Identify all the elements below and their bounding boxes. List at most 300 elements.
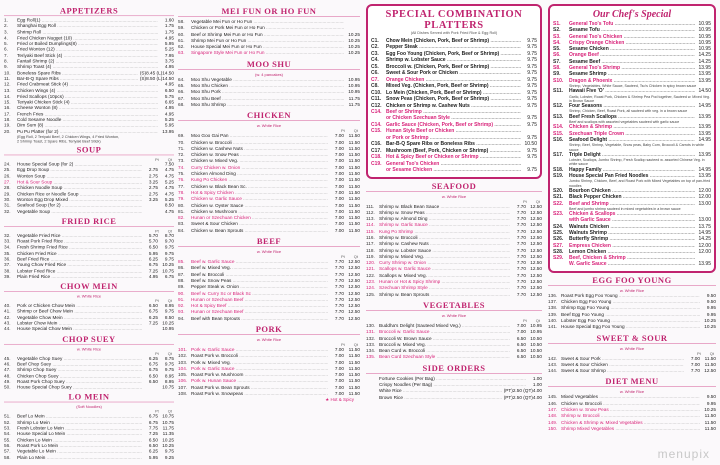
item-number: C14. xyxy=(371,121,382,128)
qt-label: Qt xyxy=(353,128,358,134)
item-price-quart: 8.95 xyxy=(164,303,174,308)
item-price-pint: 7.00 xyxy=(334,359,344,365)
item-number: 32. xyxy=(4,208,11,214)
item-name: Pork w. Garlic Sauce ..... xyxy=(191,347,328,353)
item-price: 10.25 xyxy=(348,31,360,37)
item-number: 36. xyxy=(4,256,11,262)
item-number: C7. xyxy=(371,76,379,83)
qt-label: Qt xyxy=(535,317,540,323)
item-name: Vegetable Lo Mein ..... xyxy=(17,449,142,455)
item-name: Sweet & Sour Chicken ..... xyxy=(561,362,684,368)
item-name: Triple Delight ..... xyxy=(569,152,695,158)
item-price-quart: 12.50 xyxy=(348,296,360,302)
sweet-sour-subtitle: w. White Rice xyxy=(619,345,645,351)
item-name: Hawaii Five 'O' ..... xyxy=(569,88,695,94)
item-price: 4.95 xyxy=(164,64,174,70)
item-number: 18. xyxy=(4,117,11,123)
item-price-pint: 7.70 xyxy=(516,260,526,266)
item-number: 17. xyxy=(4,111,11,117)
item-price-pint: 6.50 xyxy=(148,373,158,378)
item-name: Sweet & Sour Shrimp ..... xyxy=(561,368,684,374)
item-number: C14. xyxy=(371,108,382,115)
item-name: Beef w. Mixed Veg. ..... xyxy=(191,265,328,271)
pt-label: Pt xyxy=(696,350,701,356)
item-price-pint: 7.70 xyxy=(334,277,344,283)
item-name: Beef w. Broccoli ..... xyxy=(191,272,328,278)
item-number: 63. xyxy=(178,50,185,56)
item-number: 140. xyxy=(548,317,558,323)
item-price-pint: 7.70 xyxy=(516,209,526,215)
item-number: 124. xyxy=(366,285,376,291)
item-number: 14. xyxy=(4,93,11,99)
item-price-pint: 7.70 xyxy=(516,241,526,247)
item-name: Moo Goo Gai Pan ..... xyxy=(191,133,328,139)
item-number: 121. xyxy=(366,266,376,272)
lo-mein-subtitle: (Soft Noodles) xyxy=(76,404,102,410)
item-number: 108. xyxy=(178,391,188,397)
item-price: 9.50 xyxy=(706,394,716,400)
item-price-quart: 12.50 xyxy=(530,285,542,291)
item-name: Beef w. Snow Peas ..... xyxy=(191,278,328,284)
item-number: 27. xyxy=(4,179,11,185)
item-number: C11. xyxy=(371,96,382,103)
item-number: S3. xyxy=(553,33,561,40)
item-name: Shrimp Egg Foo Young ..... xyxy=(561,305,700,311)
item-number: 111. xyxy=(366,203,375,209)
item-name: Roast Pork w. Broccoli ..... xyxy=(191,353,328,359)
item-name: Chicken w. Mixed Veg. ..... xyxy=(191,158,328,164)
item-number: 3. xyxy=(4,29,8,35)
item-price-pint: 7.00 xyxy=(334,183,344,189)
item-number xyxy=(371,167,386,173)
item-number: 51. xyxy=(4,414,11,419)
item-price: 5.95 xyxy=(164,41,174,46)
item-price: 10.95 xyxy=(698,39,711,46)
item-number: 74. xyxy=(178,164,185,170)
item-number: 45. xyxy=(4,355,11,361)
item-price-quart: 11.50 xyxy=(348,365,360,371)
lo-mein-list xyxy=(4,414,174,461)
item-number: 55. xyxy=(4,437,11,443)
item-price-quart: 6.75 xyxy=(164,274,174,279)
item-name: or Chicken Szechuan Style ..... xyxy=(386,115,521,121)
item-number: 112. xyxy=(366,209,375,215)
item-price-quart: 11.50 xyxy=(704,355,716,361)
item-number: 76. xyxy=(178,177,185,183)
item-name: Curry Chicken w. Onion ..... xyxy=(191,165,328,171)
item-price: 14.50 xyxy=(698,88,711,95)
item-price-pint: 5.95 xyxy=(148,454,158,460)
item-price-pint: 5.70 xyxy=(148,239,158,244)
item-price-pint: 7.00 xyxy=(334,177,344,183)
item-name: Young Chow Fried Rice ..... xyxy=(17,262,142,268)
item-number: 53. xyxy=(4,425,11,431)
menu-item-row xyxy=(366,292,542,298)
beef-subtitle: w. White Rice xyxy=(256,249,282,255)
item-name: Broccoli w. Mixed Veg. ..... xyxy=(379,342,510,348)
item-name: Lemon Chicken ..... xyxy=(569,249,695,255)
item-name: Vegetable Mei Fun or Ho Fun ..... xyxy=(191,19,344,25)
item-price-quart: 12.50 xyxy=(530,222,542,228)
item-price-pint: 7.00 xyxy=(334,391,344,397)
item-name: Chicken Rice or Noodle Soup ..... xyxy=(17,191,142,197)
item-name: Beef with Bean Sprouts ..... xyxy=(191,316,328,322)
item-price-quart: 8.50 xyxy=(164,314,174,320)
item-price-quart: 11.50 xyxy=(348,171,360,177)
qt-label: Qt xyxy=(167,298,172,304)
item-price-quart: 11.50 xyxy=(348,353,360,359)
pupu-note: (Egg Roll, 2 Teriyaki Beef, 2 Chicken Wings, 4 Fried Wonton, xyxy=(17,134,120,139)
item-price-quart: 10.75 xyxy=(162,419,174,425)
item-name: Shrimp w. Lobster Sauce ..... xyxy=(386,57,521,63)
item-price: 14.95 xyxy=(698,136,711,143)
item-number: S12. xyxy=(553,103,564,110)
item-price-pint: 7.00 xyxy=(334,208,344,214)
item-price: 9.75 xyxy=(527,89,537,96)
item-price-pint: 7.70 xyxy=(334,290,344,296)
item-price-quart: 12.50 xyxy=(530,253,542,259)
item-price-quart: 11.50 xyxy=(348,346,360,352)
item-price-pint: 6.25 xyxy=(148,355,158,361)
item-number: 29. xyxy=(4,191,11,196)
item-number: S27. xyxy=(553,242,564,249)
seafood-title: SEAFOOD xyxy=(366,181,542,192)
item-price-pint: 2.75 xyxy=(148,185,158,191)
item-name: Broccoli w. Garlic Sauce ..... xyxy=(379,329,510,335)
item-price-quart: 4.75 xyxy=(164,173,174,179)
item-price: 10.25 xyxy=(704,317,716,323)
item-price: 11.50 xyxy=(704,419,716,425)
item-name: Chicken Wings (4) ..... xyxy=(17,88,158,94)
item-price-quart: 9.75 xyxy=(164,250,174,256)
item-name: Beef Chop Suey ..... xyxy=(17,362,142,368)
item-price-quart: 12.50 xyxy=(530,266,542,272)
item-name: Fried Scallops (10pcs) ..... xyxy=(17,94,158,100)
chop-suey-subtitle: w. White Rice xyxy=(76,346,102,352)
menu-column-4 xyxy=(548,4,716,461)
item-name: General Tso's Chicken ..... xyxy=(569,34,695,40)
item-price-quart: 12.50 xyxy=(348,290,360,296)
item-number: S15. xyxy=(553,130,564,137)
item-price-quart: 10.95 xyxy=(530,322,542,328)
item-price: 14.25 xyxy=(698,58,711,65)
item-number: 91. xyxy=(178,296,185,302)
sweet-sour-list xyxy=(548,356,716,375)
item-number: 65. xyxy=(178,83,185,89)
menu-item-row xyxy=(366,354,542,360)
combination-platters-box xyxy=(366,4,542,179)
item-price-pint: 7.70 xyxy=(334,315,344,321)
item-price-quart: 11.50 xyxy=(348,164,360,170)
item-price: 11.75 xyxy=(348,95,360,101)
item-price: 5.75 xyxy=(164,93,174,99)
item-name: Shrimp Toast (4) ..... xyxy=(17,65,158,71)
item-number: 86. xyxy=(178,265,185,271)
item-number: 48. xyxy=(4,373,11,378)
item-price-pint: 6.50 xyxy=(148,379,158,384)
item-price: 3.75 xyxy=(164,58,174,64)
mei-fun-title: MEI FUN OR HO FUN xyxy=(178,6,360,17)
item-price-quart: 12.50 xyxy=(348,303,360,309)
item-name: Chicken w. Bean Sprouts ..... xyxy=(191,228,328,234)
item-price-quart: 12.50 xyxy=(348,265,360,271)
item-price: 4.95 xyxy=(164,111,174,117)
item-price-quart: 4.75 xyxy=(164,185,174,191)
pork-list xyxy=(178,347,360,397)
item-price-pint: 7.75 xyxy=(148,425,158,431)
item-name: House Special Pan Fried Noodles ..... xyxy=(569,173,695,179)
item-price-pint: 7.00 xyxy=(516,329,526,335)
pork-title: PORK xyxy=(178,324,360,335)
item-price-pint: 6.50 xyxy=(516,348,526,354)
item-price-quart: 12.50 xyxy=(530,247,542,253)
item-name: Mixed Vegetables ..... xyxy=(561,394,700,400)
item-description: Beef and jumbo shrimp sauteed in mixed vegetables in a brown sauce xyxy=(569,206,681,211)
item-price-quart: 10.95 xyxy=(162,326,174,332)
seafood-subtitle: w. White Rice xyxy=(441,193,467,199)
item-number: S4. xyxy=(553,39,561,46)
item-name: Plain Lo Mein ..... xyxy=(17,455,142,461)
item-number: 78. xyxy=(178,189,185,195)
item-price: 9.95 xyxy=(706,400,716,406)
item-price: 1.75 xyxy=(164,29,174,35)
item-price-quart: 10.25 xyxy=(162,437,174,443)
item-price: 10.25 xyxy=(704,407,716,413)
item-number: 34. xyxy=(4,244,11,250)
item-price-pint: 7.25 xyxy=(148,268,158,273)
item-number: C12. xyxy=(371,102,382,109)
item-name: Fresh Lobster Lo Mein ..... xyxy=(17,426,142,432)
item-price-quart: 11.50 xyxy=(348,183,360,189)
item-name: Seafood Soup (for 2) ..... xyxy=(17,203,142,209)
item-number: 54. xyxy=(4,431,11,437)
item-price: 13.95 xyxy=(698,71,711,78)
item-name: Fantail Shrimp (2) ..... xyxy=(17,59,158,65)
item-price: 10.25 xyxy=(704,324,716,330)
item-name: Roast Pork w. Mushroom ..... xyxy=(191,372,328,378)
item-number: 5. xyxy=(4,41,8,46)
item-price-quart: 7.50 xyxy=(164,162,174,167)
item-price-quart: 10.50 xyxy=(530,341,542,347)
item-price-quart: 10.50 xyxy=(530,335,542,341)
item-name: Sesame Tofu ..... xyxy=(569,27,695,33)
item-name: Chicken w. Oyster Sauce ..... xyxy=(191,203,328,209)
item-number: 84. xyxy=(178,227,185,233)
item-name: Sesame Shrimp ..... xyxy=(569,71,695,77)
item-name: Hot & Sour Soup ..... xyxy=(17,180,142,186)
item-price-pint: 6.50 xyxy=(148,303,158,308)
item-number: S9. xyxy=(553,71,561,78)
item-number: C5. xyxy=(371,63,379,70)
item-name: Moo Shu Pork ..... xyxy=(191,89,344,95)
hot-spicy-legend: ★ Hot & Spicy xyxy=(325,397,354,403)
item-price-pint: 5.70 xyxy=(148,233,158,238)
item-name: Walnuts Shrimp ..... xyxy=(569,230,695,236)
item-name: Mushroom (Beef, Pork, Chicken or Shrimp) ..... xyxy=(386,148,521,154)
item-name: Shanghai Egg Roll ..... xyxy=(17,24,158,30)
item-price-pint: 7.00 xyxy=(690,361,700,367)
item-name: Hot & Spicy Beef ..... xyxy=(191,303,328,309)
item-number: 141. xyxy=(548,324,558,330)
item-price: 1.00 xyxy=(532,382,542,388)
item-name: Brown Rice ..... xyxy=(379,395,502,401)
soup-list xyxy=(4,162,174,215)
item-number: 72. xyxy=(178,152,185,158)
item-number: S17. xyxy=(553,151,564,158)
item-name: Garlic Sauce (Chicken, Pork, Beef or Shrimp) ..... xyxy=(386,122,521,128)
item-price-pint: 7.70 xyxy=(334,303,344,309)
item-name: Moo Shu Shrimp ..... xyxy=(191,102,344,108)
item-price-quart: 10.25 xyxy=(162,443,174,448)
item-price-pint: 3.25 xyxy=(148,197,158,202)
item-number: S5. xyxy=(553,46,561,53)
item-price-quart: 12.50 xyxy=(348,277,360,283)
item-number: 107. xyxy=(178,384,188,390)
item-number: 80. xyxy=(178,202,185,208)
item-name: General Tso's Shrimp ..... xyxy=(569,65,695,71)
item-number: 92. xyxy=(178,303,185,309)
item-price: (S)8.45 (L)14.50 xyxy=(139,70,174,76)
item-price-pint: 6.50 xyxy=(516,354,526,360)
item-name: Teriyaki Chicken Stick (4) ..... xyxy=(17,100,158,106)
item-number: S7. xyxy=(553,58,561,65)
item-number: 69. xyxy=(178,133,185,139)
item-name: Bean Curd w. Broccoli ..... xyxy=(379,348,510,354)
item-price: 10.95 xyxy=(698,27,711,34)
item-number: 19. xyxy=(4,123,11,128)
combo-list xyxy=(371,38,537,174)
item-name: Beef Fresh Scallops ..... xyxy=(569,114,695,120)
item-price: (PT)2.50 (QT)4.00 xyxy=(503,388,542,394)
item-price: 5.95 xyxy=(164,123,174,128)
item-price-quart: 9.75 xyxy=(164,256,174,262)
side-orders-list xyxy=(366,376,542,401)
item-number: S14. xyxy=(553,124,564,131)
item-price-pint: 6.25 xyxy=(148,314,158,320)
item-name: Snow Peas (Chicken, Pork, Beef or Shrimp) ..... xyxy=(386,96,521,102)
item-name: Kung Po Shrimp ..... xyxy=(379,229,510,235)
item-price-quart: 12.50 xyxy=(530,216,542,222)
item-number: 150. xyxy=(548,425,558,431)
item-price: 1.60 xyxy=(164,17,174,23)
chicken-subtitle: w. White Rice xyxy=(256,123,282,129)
item-price-pint: 7.70 xyxy=(516,272,526,278)
item-name: Fried Wonton (12) ..... xyxy=(17,47,158,53)
item-name: Beef Fried Rice ..... xyxy=(17,257,142,263)
item-price-quart: 9.70 xyxy=(164,239,174,244)
item-description: Beef and scallops with assorted vegetables sauteed with garlic sauce xyxy=(569,120,680,125)
item-number: 41. xyxy=(4,309,11,314)
item-name: Sweet & Sour Pork ..... xyxy=(561,356,684,362)
pt-label: Pt xyxy=(340,128,345,134)
item-price-pint: 7.00 xyxy=(334,215,344,221)
item-name: Cold Sesame Noodle ..... xyxy=(17,117,158,123)
item-number: S2. xyxy=(553,27,561,34)
item-number: S18. xyxy=(553,166,564,173)
item-name: Orange Beef ..... xyxy=(569,52,695,58)
qt-label: Qt xyxy=(167,409,172,415)
menu-item-row xyxy=(4,209,174,215)
item-name: Mixed Veg. (Chicken, Pork, Beef or Shrimp) ..... xyxy=(386,83,521,89)
item-number: 82. xyxy=(178,215,185,221)
item-price-pint: 7.70 xyxy=(516,216,526,222)
item-name: Broccoli W. Brown Sauce ..... xyxy=(379,336,510,342)
item-name: Shrimp w. Broccoli ..... xyxy=(379,235,510,241)
item-name: Beef w. Garlic Sauce ..... xyxy=(191,259,328,265)
item-name: Sesame Beef ..... xyxy=(569,59,695,65)
item-price-pint: 7.00 xyxy=(334,227,344,233)
item-price: 10.95 xyxy=(698,46,711,53)
item-price-pint: 7.00 xyxy=(334,353,344,359)
item-number: 118. xyxy=(366,247,375,253)
item-price-quart: 4.75 xyxy=(164,191,174,196)
item-name: Pork w. Garlic Sauce ..... xyxy=(191,366,328,372)
item-name: Fried Chicken Nugget (10) ..... xyxy=(17,35,158,41)
item-number: 105. xyxy=(178,372,188,378)
menu-item-row xyxy=(548,324,716,330)
item-number: 35. xyxy=(4,250,11,256)
item-number: 149. xyxy=(548,419,558,425)
item-price-quart: 12.50 xyxy=(530,272,542,278)
item-name: Chicken w. Snow Peas ..... xyxy=(191,152,328,158)
item-number: 28. xyxy=(4,185,11,191)
item-name: or Pork or Shrimp ..... xyxy=(386,135,521,141)
item-number: 101. xyxy=(178,346,188,352)
item-name: Boneless Spare Ribs ..... xyxy=(17,71,138,77)
item-price-pint: 6.50 xyxy=(148,437,158,443)
item-number: 11. xyxy=(4,76,11,82)
item-number: 20. xyxy=(4,129,11,134)
item-price-pint: 7.00 xyxy=(690,355,700,361)
item-number: 137. xyxy=(548,299,558,305)
item-price-quart: 8.95 xyxy=(164,379,174,384)
item-price-quart: 5.25 xyxy=(164,197,174,202)
item-number: S21. xyxy=(553,194,564,201)
menu-item-row xyxy=(4,385,174,391)
mei-fun-list xyxy=(178,19,360,57)
qt-label: Qt xyxy=(167,228,172,234)
vegetables-list xyxy=(366,323,542,361)
item-price-quart: 12.50 xyxy=(530,260,542,266)
item-name: Shrimp w. Bean Sprouts ..... xyxy=(379,292,510,298)
item-price-pint: 6.75 xyxy=(148,414,158,419)
item-number: S11. xyxy=(553,88,564,95)
item-name: Shrimp w. Black Bean Sauce ..... xyxy=(379,204,510,210)
item-price-pint xyxy=(142,385,158,391)
item-number: 58. xyxy=(178,19,185,24)
item-name: Bar-B-Q Spare Ribs ..... xyxy=(17,76,138,82)
item-number: S6. xyxy=(553,52,561,59)
item-price-quart: 8.95 xyxy=(164,373,174,378)
item-name: Moo Shu Vegetable ..... xyxy=(191,77,344,83)
item-price: 4.95 xyxy=(164,82,174,87)
item-name: Singapore Style Mei Fun or Ho Fun ..... xyxy=(191,50,344,56)
item-number: C17. xyxy=(371,147,382,154)
item-number: C15. xyxy=(371,128,382,135)
item-price-pint: 7.00 xyxy=(334,164,344,170)
item-name: Shrimp w. Mixed Veg. ..... xyxy=(379,254,510,260)
item-name: Shrimp Roll ..... xyxy=(17,30,158,36)
item-price-quart: 9.75 xyxy=(164,367,174,373)
moo-shu-list xyxy=(178,77,360,108)
item-price-pint: 7.70 xyxy=(516,203,526,209)
item-name: Chicken Chop Suey ..... xyxy=(17,373,142,379)
item-price-quart: 11.35 xyxy=(162,431,174,437)
item-name: Roast Pork w. Bean Sprouts ..... xyxy=(191,385,328,391)
item-name: Beef w. Curry Sc or Black Sc ..... xyxy=(191,291,328,297)
item-price-pint: 7.70 xyxy=(334,265,344,271)
menu-item-row xyxy=(553,261,711,267)
